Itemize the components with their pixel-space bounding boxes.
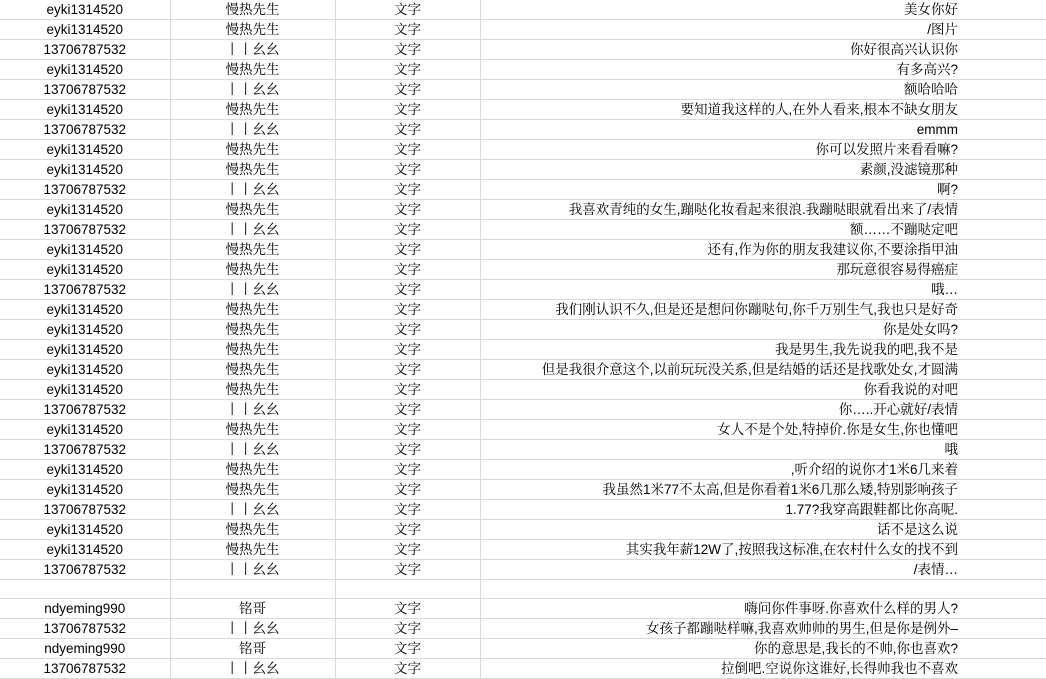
cell-nickname: 丨丨幺幺: [170, 440, 335, 460]
cell-account-id: 13706787532: [0, 659, 170, 679]
cell-message-content: 但是我很介意这个,以前玩玩没关系,但是结婚的话还是找歌处女,才圆满: [480, 360, 1046, 380]
cell-account-id: ndyeming990: [0, 639, 170, 659]
cell-account-id: eyki1314520: [0, 420, 170, 440]
table-row: [0, 560, 1046, 580]
cell-account-id: eyki1314520: [0, 160, 170, 180]
table-row: [0, 480, 1046, 500]
cell-message-type: 文字: [335, 619, 480, 639]
cell-message-content: 女孩子都蹦哒样嘛,我喜欢帅帅的男生,但是你是例外–: [480, 619, 1046, 639]
cell-message-type: 文字: [335, 280, 480, 300]
cell-message-content: 还有,作为你的朋友我建议你,不要涂指甲油: [480, 240, 1046, 260]
cell-account-id: eyki1314520: [0, 320, 170, 340]
cell-message-type: 文字: [335, 599, 480, 619]
cell-message-content: 那玩意很容易得癌症: [480, 260, 1046, 280]
cell-nickname: 慢热先生: [170, 140, 335, 160]
table-row: [0, 200, 1046, 220]
cell-nickname: 慢热先生: [170, 380, 335, 400]
cell-nickname: 丨丨幺幺: [170, 280, 335, 300]
cell-message-content: 我喜欢青纯的女生,蹦哒化妆看起来很浪.我蹦哒眼就看出来了/表情: [480, 200, 1046, 220]
cell-message-content: 你是处女吗?: [480, 320, 1046, 340]
table-row: [0, 260, 1046, 280]
cell-account-id: ndyeming990: [0, 599, 170, 619]
cell-nickname: 慢热先生: [170, 100, 335, 120]
cell-account-id: 13706787532: [0, 619, 170, 639]
table-row: [0, 440, 1046, 460]
cell-nickname: 慢热先生: [170, 420, 335, 440]
cell-account-id: eyki1314520: [0, 20, 170, 40]
cell-message-content: 你好很高兴认识你: [480, 40, 1046, 60]
cell-account-id: 13706787532: [0, 560, 170, 580]
table-row: [0, 659, 1046, 679]
table-row: [0, 380, 1046, 400]
table-row: [0, 360, 1046, 380]
cell-account-id: eyki1314520: [0, 260, 170, 280]
cell-nickname: 慢热先生: [170, 300, 335, 320]
cell-message-type: 文字: [335, 60, 480, 80]
table-row: [0, 500, 1046, 520]
table-row: [0, 599, 1046, 619]
cell-message-content: 拉倒吧.空说你这谁好,长得帅我也不喜欢: [480, 659, 1046, 679]
cell-message-content: 话不是这么说: [480, 520, 1046, 540]
cell-message-type: 文字: [335, 20, 480, 40]
cell-nickname: 丨丨幺幺: [170, 220, 335, 240]
cell-account-id: eyki1314520: [0, 0, 170, 20]
cell-nickname: 铭哥: [170, 599, 335, 619]
cell-message-type: 文字: [335, 0, 480, 20]
cell-nickname: 慢热先生: [170, 480, 335, 500]
cell-message-type: 文字: [335, 520, 480, 540]
cell-message-type: 文字: [335, 220, 480, 240]
table-row: [0, 639, 1046, 659]
cell-message-content: emmm: [480, 120, 1046, 140]
cell-message-content: 你的意思是,我长的不帅,你也喜欢?: [480, 639, 1046, 659]
cell-account-id: 13706787532: [0, 500, 170, 520]
cell-message-type: 文字: [335, 440, 480, 460]
cell-message-content: ,听介绍的说你才1米6几来着: [480, 460, 1046, 480]
cell-nickname: 慢热先生: [170, 540, 335, 560]
cell-message-content: 我们刚认识不久,但是还是想问你蹦哒句,你千万别生气,我也只是好奇: [480, 300, 1046, 320]
cell-account-id: 13706787532: [0, 400, 170, 420]
table-row: [0, 80, 1046, 100]
cell-account-id: eyki1314520: [0, 480, 170, 500]
cell-message-content: 有多高兴?: [480, 60, 1046, 80]
cell-account-id: 13706787532: [0, 280, 170, 300]
table-row: [0, 160, 1046, 180]
table-row: [0, 180, 1046, 200]
cell-account-id: eyki1314520: [0, 300, 170, 320]
cell-message-type: 文字: [335, 260, 480, 280]
cell-message-type: 文字: [335, 240, 480, 260]
cell-message-content: 额……不蹦哒定吧: [480, 220, 1046, 240]
cell-nickname: 慢热先生: [170, 0, 335, 20]
cell-message-content: 1.77?我穿高跟鞋都比你高呢.: [480, 500, 1046, 520]
cell-nickname: 慢热先生: [170, 360, 335, 380]
cell-nickname: 慢热先生: [170, 20, 335, 40]
cell-message-type: 文字: [335, 100, 480, 120]
cell-message-type: 文字: [335, 320, 480, 340]
cell-message-type: 文字: [335, 200, 480, 220]
cell-message-content: 女人不是个处,特掉价.你是女生,你也懂吧: [480, 420, 1046, 440]
cell-nickname: 丨丨幺幺: [170, 560, 335, 580]
cell-account-id: eyki1314520: [0, 60, 170, 80]
cell-account-id: [0, 580, 170, 599]
cell-message-type: 文字: [335, 560, 480, 580]
table-row: [0, 60, 1046, 80]
table-row: [0, 40, 1046, 60]
cell-message-content: 其实我年薪12W了,按照我这标准,在农村什么女的找不到: [480, 540, 1046, 560]
cell-account-id: 13706787532: [0, 220, 170, 240]
table-row: [0, 400, 1046, 420]
table-row: [0, 140, 1046, 160]
cell-message-content: 啊?: [480, 180, 1046, 200]
table-row: [0, 300, 1046, 320]
cell-account-id: eyki1314520: [0, 540, 170, 560]
cell-message-content: 我虽然1米77不太高,但是你看着1米6几那么矮,特别影响孩子: [480, 480, 1046, 500]
cell-account-id: 13706787532: [0, 180, 170, 200]
cell-nickname: 慢热先生: [170, 200, 335, 220]
cell-account-id: eyki1314520: [0, 340, 170, 360]
table-row: [0, 520, 1046, 540]
cell-message-content: /图片: [480, 20, 1046, 40]
cell-message-content: 嗨问你件事呀.你喜欢什么样的男人?: [480, 599, 1046, 619]
table-row: [0, 320, 1046, 340]
cell-message-type: 文字: [335, 160, 480, 180]
cell-account-id: eyki1314520: [0, 140, 170, 160]
cell-message-content: 要知道我这样的人,在外人看来,根本不缺女朋友: [480, 100, 1046, 120]
cell-nickname: 丨丨幺幺: [170, 619, 335, 639]
cell-message-type: 文字: [335, 180, 480, 200]
cell-nickname: 丨丨幺幺: [170, 120, 335, 140]
cell-account-id: 13706787532: [0, 440, 170, 460]
table-row: [0, 619, 1046, 639]
cell-nickname: 丨丨幺幺: [170, 80, 335, 100]
cell-message-type: 文字: [335, 460, 480, 480]
table-row: [0, 220, 1046, 240]
cell-account-id: eyki1314520: [0, 240, 170, 260]
table-row: [0, 280, 1046, 300]
cell-message-content: 素颜,没滤镜那种: [480, 160, 1046, 180]
table-row: [0, 120, 1046, 140]
table-row: [0, 100, 1046, 120]
cell-nickname: 慢热先生: [170, 240, 335, 260]
cell-message-type: 文字: [335, 420, 480, 440]
cell-message-type: 文字: [335, 500, 480, 520]
table-row: [0, 420, 1046, 440]
cell-message-content: 你…..开心就好/表情: [480, 400, 1046, 420]
cell-nickname: 慢热先生: [170, 520, 335, 540]
cell-message-type: 文字: [335, 400, 480, 420]
cell-account-id: eyki1314520: [0, 380, 170, 400]
cell-account-id: 13706787532: [0, 80, 170, 100]
cell-message-type: 文字: [335, 360, 480, 380]
cell-message-type: 文字: [335, 120, 480, 140]
cell-nickname: 慢热先生: [170, 160, 335, 180]
cell-message-type: 文字: [335, 340, 480, 360]
cell-message-content: 哦…: [480, 280, 1046, 300]
table-row: [0, 240, 1046, 260]
cell-nickname: 丨丨幺幺: [170, 180, 335, 200]
cell-account-id: 13706787532: [0, 120, 170, 140]
cell-nickname: 慢热先生: [170, 460, 335, 480]
cell-nickname: 慢热先生: [170, 340, 335, 360]
cell-nickname: [170, 580, 335, 599]
cell-message-type: [335, 580, 480, 599]
cell-nickname: 丨丨幺幺: [170, 500, 335, 520]
cell-nickname: 慢热先生: [170, 320, 335, 340]
cell-account-id: eyki1314520: [0, 360, 170, 380]
cell-message-type: 文字: [335, 540, 480, 560]
table-row: [0, 0, 1046, 20]
cell-message-type: 文字: [335, 140, 480, 160]
cell-nickname: 丨丨幺幺: [170, 40, 335, 60]
cell-nickname: 慢热先生: [170, 60, 335, 80]
cell-message-type: 文字: [335, 639, 480, 659]
table-row: [0, 340, 1046, 360]
cell-message-content: 哦: [480, 440, 1046, 460]
cell-message-content: 你看我说的对吧: [480, 380, 1046, 400]
cell-account-id: eyki1314520: [0, 200, 170, 220]
cell-message-content: [480, 580, 1046, 599]
cell-account-id: eyki1314520: [0, 520, 170, 540]
cell-message-content: 美女你好: [480, 0, 1046, 20]
cell-message-type: 文字: [335, 659, 480, 679]
cell-message-type: 文字: [335, 300, 480, 320]
cell-nickname: 丨丨幺幺: [170, 659, 335, 679]
cell-message-type: 文字: [335, 480, 480, 500]
cell-account-id: eyki1314520: [0, 100, 170, 120]
cell-message-content: 我是男生,我先说我的吧,我不是: [480, 340, 1046, 360]
cell-message-type: 文字: [335, 40, 480, 60]
cell-message-content: 额哈哈哈: [480, 80, 1046, 100]
table-row: [0, 20, 1046, 40]
cell-account-id: 13706787532: [0, 40, 170, 60]
cell-message-type: 文字: [335, 80, 480, 100]
cell-nickname: 铭哥: [170, 639, 335, 659]
cell-nickname: 慢热先生: [170, 260, 335, 280]
table-row: [0, 460, 1046, 480]
cell-nickname: 丨丨幺幺: [170, 400, 335, 420]
cell-account-id: eyki1314520: [0, 460, 170, 480]
cell-message-content: /表情…: [480, 560, 1046, 580]
cell-message-content: 你可以发照片来看看嘛?: [480, 140, 1046, 160]
cell-message-type: 文字: [335, 380, 480, 400]
table-row: [0, 540, 1046, 560]
table-row-blank: [0, 580, 1046, 599]
